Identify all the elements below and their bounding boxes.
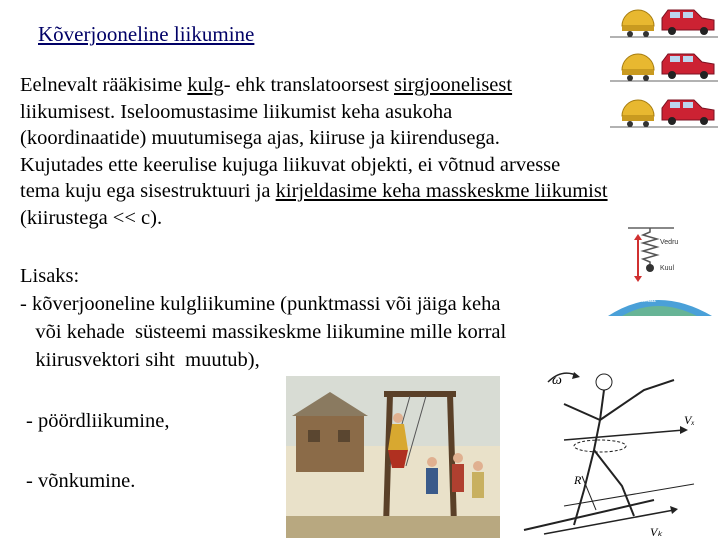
lisaks-item-pooordliikumine: - pöördliikumine, — [26, 410, 170, 432]
lisaks-line-2: või kehade süsteemi massikeskme liikumine mille korral — [20, 321, 507, 343]
spring-label-ball: Kuul — [660, 265, 675, 272]
intro-line-2: liikumisest. Iseloomustasime liikumist keha asukoha — [20, 100, 453, 123]
intro-line-5: tema kuju ega sisestruktuuri ja kirjeldasime keha masskeskme liikumist — [20, 180, 608, 202]
car-frame-2 — [610, 54, 718, 81]
vx-label: Vₓ — [684, 413, 695, 427]
kulg-link[interactable]: kulg — [187, 74, 224, 96]
spring-label-top: Vedru — [660, 239, 679, 246]
car-motion-illustration — [606, 4, 720, 138]
car-frame-3 — [610, 100, 718, 127]
intro-line-1: Eelnevalt rääkisime kulg- ehk translatoorsest sirgjoonelisest — [20, 74, 513, 96]
lisaks-heading: Lisaks: — [20, 265, 80, 287]
omega-label: ω — [552, 373, 562, 388]
intro-line-3: (koordinaatide) muutumisega ajas, kiiruse ja kiirendusega. — [20, 127, 500, 149]
masskese-link[interactable]: kirjeldasime keha masskeskme liikumist — [275, 180, 608, 202]
page-title: Kõverjooneline liikumine — [38, 22, 255, 46]
skater-diagram — [504, 360, 720, 540]
sirgjooneline-link[interactable]: sirgjoonelisest — [394, 74, 513, 96]
swing-painting — [286, 376, 500, 538]
lisaks-line-1: - kõverjooneline kulgliikumine (punktmassi või jäiga keha — [20, 293, 501, 315]
lisaks-line-3: kiirusvektori siht muutub), — [20, 349, 260, 371]
earth-label: Maa — [642, 297, 656, 304]
vk-label: Vₖ — [650, 525, 663, 539]
car-frame-1 — [610, 10, 718, 37]
intro-line-6: (kiirustega << c). — [20, 206, 163, 229]
spring-mass-diagram — [602, 222, 712, 316]
lisaks-item-vonkumine: - võnkumine. — [26, 470, 136, 492]
lisaks-section — [20, 262, 506, 374]
r-label: R — [574, 473, 582, 487]
intro-line-4: Kujutades ette keerulise kujuga liikuvat objekti, ei võtnud arvesse — [20, 153, 561, 176]
